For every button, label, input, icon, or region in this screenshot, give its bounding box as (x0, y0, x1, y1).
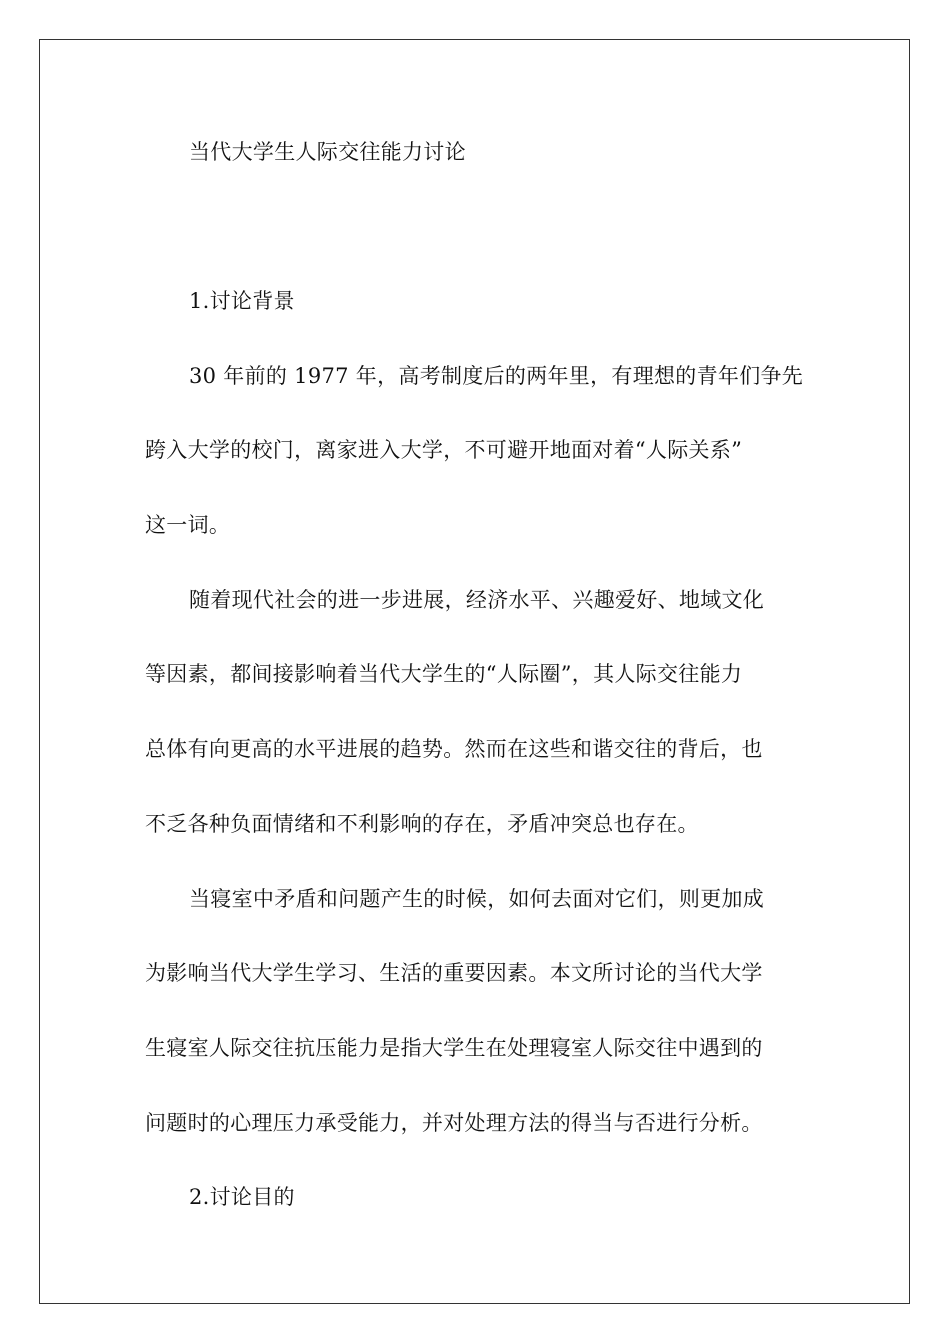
paragraph-line: 生寝室人际交往抗压能力是指大学生在处理寝室人际交往中遇到的 (145, 1036, 763, 1060)
paragraph-line: 问题时的心理压力承受能力，并对处理方法的得当与否进行分析。 (145, 1111, 763, 1135)
paragraph-line: 总体有向更高的水平进展的趋势。然而在这些和谐交往的背后，也 (145, 737, 763, 761)
section-heading-purpose: 2.讨论目的 (189, 1185, 295, 1209)
paragraph-line: 当寝室中矛盾和问题产生的时候，如何去面对它们，则更加成 (189, 887, 765, 911)
paragraph-line: 为影响当代大学生学习、生活的重要因素。本文所讨论的当代大学 (145, 961, 763, 985)
section-heading-background: 1.讨论背景 (189, 289, 295, 313)
paragraph-line: 等因素，都间接影响着当代大学生的“人际圈”，其人际交往能力 (145, 662, 743, 686)
paragraph-line: 这一词。 (145, 513, 231, 537)
document-title: 当代大学生人际交往能力讨论 (189, 140, 466, 164)
paragraph-line: 不乏各种负面情绪和不利影响的存在，矛盾冲突总也存在。 (145, 812, 699, 836)
paragraph-line: 随着现代社会的进一步进展，经济水平、兴趣爱好、地域文化 (189, 588, 765, 612)
paragraph-line: 跨入大学的校门，离家进入大学，不可避开地面对着“人际关系” (145, 438, 743, 462)
paragraph-line: 30 年前的 1977 年，高考制度后的两年里，有理想的青年们争先 (189, 364, 804, 388)
